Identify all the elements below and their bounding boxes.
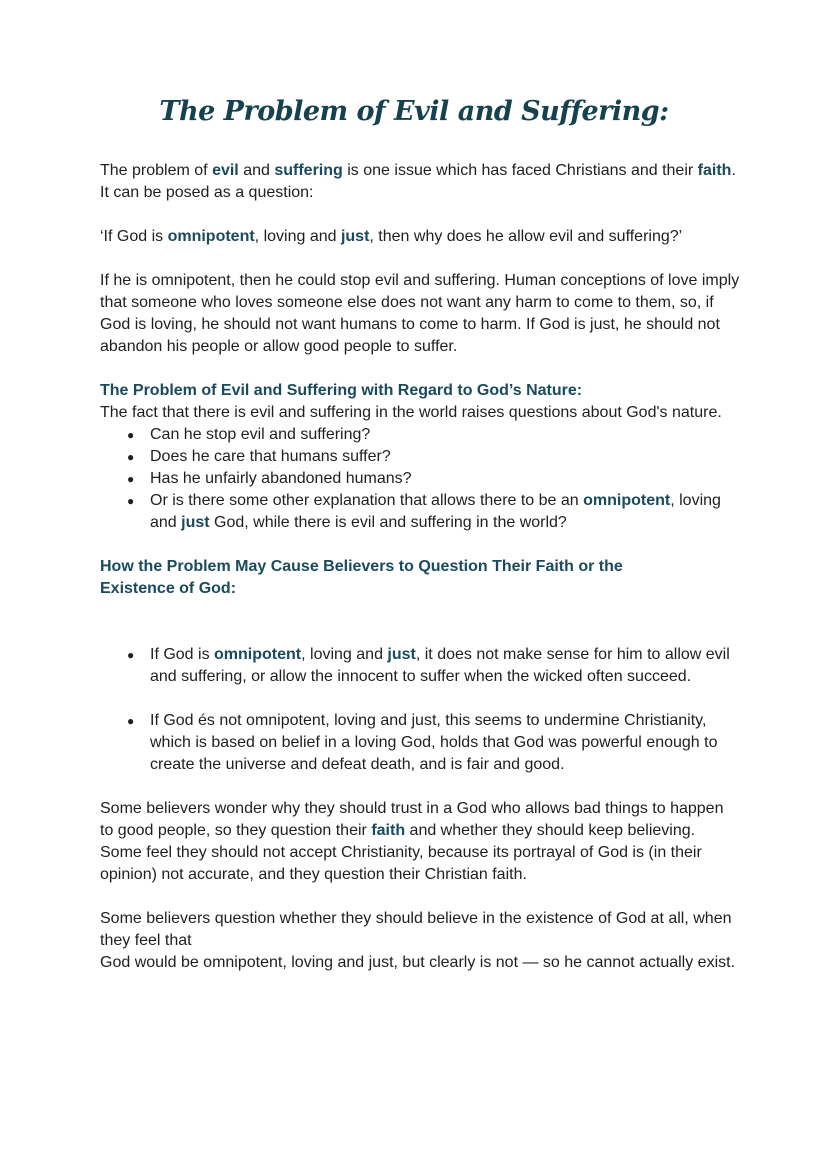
text-run: and whether they should keep believing. Some feel they should not accept Christianity, because its portrayal of God is (in their opinion) not accurate, and they question their Christian faith.	[100, 822, 702, 883]
question-quote	[100, 226, 740, 248]
keyword-suffering: suffering	[274, 162, 343, 179]
text-run: Or is there some other explanation that allows there to be an	[150, 492, 584, 509]
list-item: ● Has he unfairly abandoned humans?	[100, 468, 740, 490]
text-run: , loving and	[150, 492, 721, 531]
keyword-just: just	[181, 514, 210, 531]
explanation-paragraph: If he is omnipotent, then he could stop evil and suffering. Human conceptions of love imply that someone who loves someone else does not want any harm to come to them, so, if God is loving, he should not want humans to come to harm. If God is just, he should not abandon his people or allow good people to suffer.	[100, 272, 740, 355]
keyword-just: just	[340, 228, 370, 245]
keyword-just: just	[387, 646, 416, 663]
text-run: , it does not make sense for him to allow evil and suffering, or allow the innocent to suffer when the wicked often succeed.	[150, 646, 730, 685]
text-run: and	[238, 162, 275, 179]
text-run: is one issue which has faced Christians and their	[342, 162, 698, 179]
list-item: ● If God és not omnipotent, loving and just, this seems to undermine Christianity, which is based on belief in a loving God, holds that God was powerful enough to create the universe and defeat death, and is fair and good.	[100, 710, 740, 776]
text-run: If God is	[150, 646, 215, 663]
text-run: , loving and	[254, 228, 341, 245]
keyword-omnipotent: omnipotent	[167, 228, 255, 245]
keyword-faith: faith	[697, 162, 732, 179]
text-run: Some believers wonder why they should trust in a God who allows bad things to happen to good people, so they question their	[100, 800, 724, 839]
text-run: , then why does he allow evil and suffering?’	[369, 228, 683, 245]
document-body	[100, 160, 740, 974]
text-run: The problem of	[100, 162, 213, 179]
consequences-list-2	[100, 710, 740, 776]
questions-list	[100, 424, 740, 534]
list-item: ● Does he care that humans suffer?	[100, 446, 740, 468]
keyword-omnipotent: omnipotent	[583, 492, 671, 509]
intro-paragraph	[100, 160, 740, 204]
consequences-list	[100, 644, 740, 688]
section-heading-gods-nature: The Problem of Evil and Suffering with Regard to God’s Nature:	[100, 382, 583, 399]
text-run: ‘If God is	[100, 228, 168, 245]
list-item	[100, 644, 740, 688]
trust-paragraph	[100, 798, 740, 886]
text-run: , loving and	[301, 646, 388, 663]
section-heading-question-faith: How the Problem May Cause Believers to Question Their Faith or the Existence of God:	[100, 558, 623, 597]
section-intro: The fact that there is evil and suffering in the world raises questions about God's nature.	[100, 404, 722, 421]
list-item	[100, 490, 740, 534]
list-item: ● Can he stop evil and suffering?	[100, 424, 740, 446]
keyword-faith: faith	[371, 822, 406, 839]
text-run: . It can be posed as a question:	[100, 162, 736, 201]
keyword-omnipotent: omnipotent	[214, 646, 302, 663]
existence-paragraph-line1: Some believers question whether they should believe in the existence of God at all, when they feel that	[100, 910, 732, 949]
existence-paragraph-line2: God would be omnipotent, loving and just, but clearly is not — so he cannot actually exist.	[100, 954, 736, 971]
keyword-evil: evil	[212, 162, 239, 179]
page-title: The Problem of Evil and Suffering:	[159, 96, 669, 127]
text-run: God, while there is evil and suffering in the world?	[209, 514, 567, 531]
